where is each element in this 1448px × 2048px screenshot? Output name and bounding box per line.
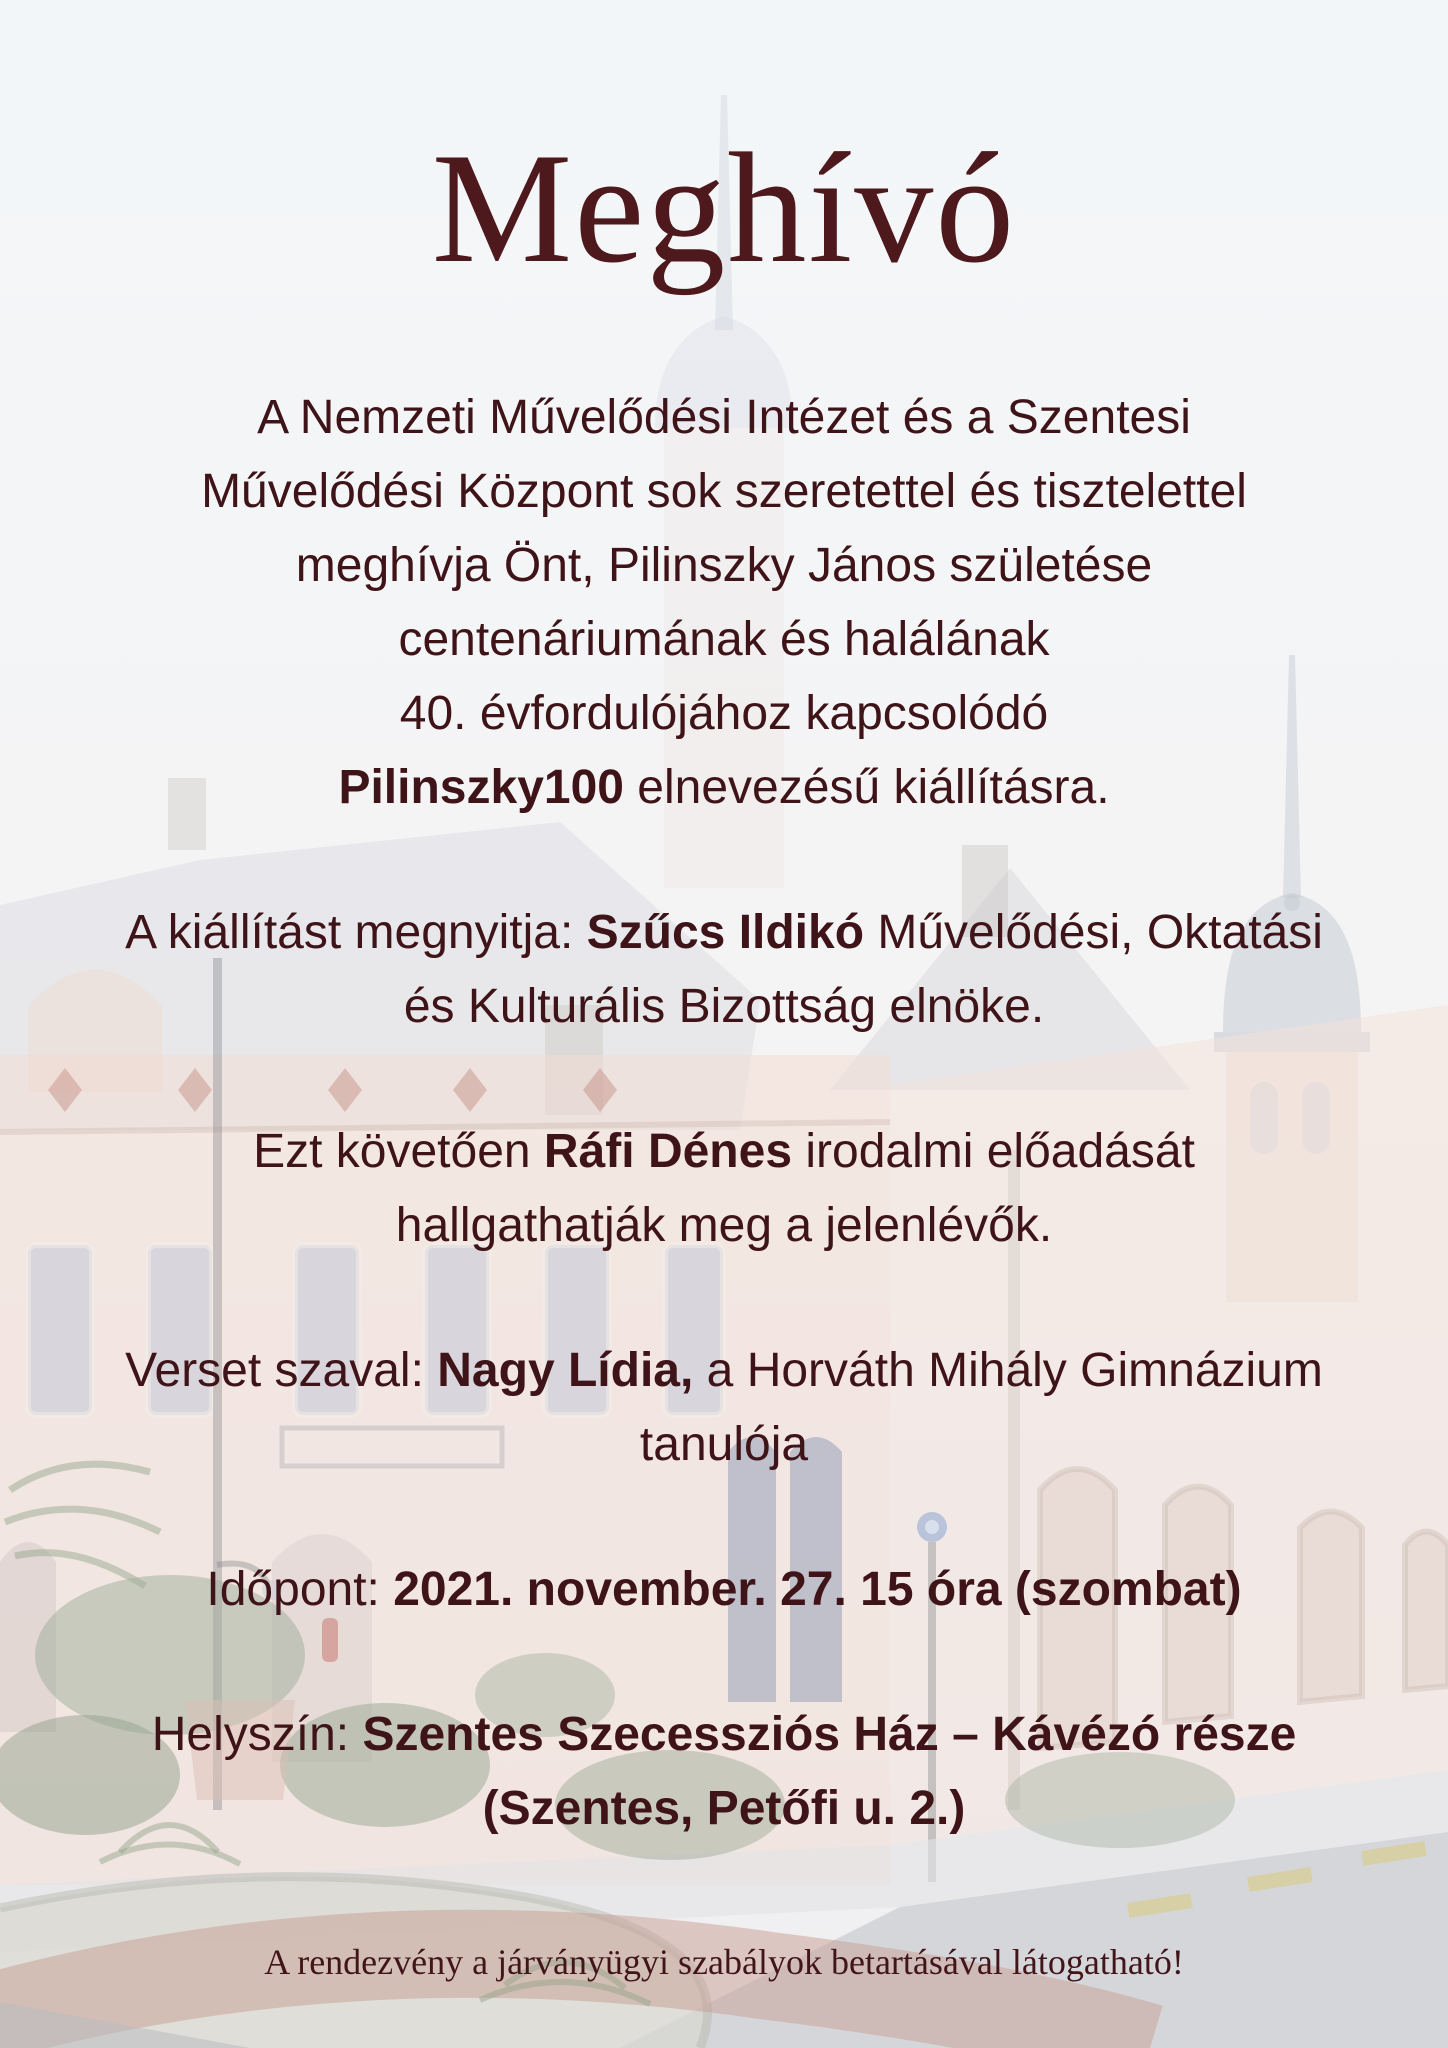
paragraph-poem-recital [0, 1334, 1448, 1482]
text-segment: Pilinszky100 [338, 761, 624, 814]
text-line [0, 455, 1448, 529]
text-line [0, 677, 1448, 751]
text-segment: Időpont: [206, 1563, 394, 1616]
text-segment: 2021. november. 27. 15 óra (szombat) [393, 1563, 1242, 1616]
text-line [0, 1553, 1448, 1627]
text-segment: A kiállítást megnyitja: [125, 906, 587, 959]
text-segment: Művelődési Központ sok szeretettel és tisztelettel [201, 465, 1247, 518]
text-segment: hallgathatják meg a jelenlévők. [395, 1199, 1053, 1252]
page-title: Meghívó [431, 121, 1017, 296]
text-segment: Művelődési, Oktatási [864, 906, 1323, 959]
text-segment: 40. évfordulójához kapcsolódó [399, 687, 1049, 740]
paragraph-date [0, 1553, 1448, 1627]
text-line [0, 1115, 1448, 1189]
text-line [0, 1334, 1448, 1408]
text-segment: tanulója [639, 1418, 809, 1471]
text-segment: elnevezésű kiállításra. [623, 761, 1110, 814]
text-line [0, 1408, 1448, 1482]
text-line [0, 603, 1448, 677]
text-segment: Ezt követően [253, 1125, 544, 1178]
text-segment: A Nemzeti Művelődési Intézet és a Szentesi [257, 391, 1191, 444]
text-segment: Szűcs Ildikó [586, 906, 865, 959]
text-line [0, 751, 1448, 825]
covid-rules-notice: A rendezvény a járványügyi szabályok betartásával látogatható! [264, 1942, 1184, 1982]
invitation-body [0, 381, 1448, 1846]
text-segment: (Szentes, Petőfi u. 2.) [482, 1782, 966, 1835]
text-segment: irodalmi előadását [792, 1125, 1195, 1178]
paragraph-literary-lecture [0, 1115, 1448, 1263]
text-segment: centenáriumának és halálának [398, 613, 1050, 666]
paragraph-venue [0, 1698, 1448, 1846]
text-line [0, 896, 1448, 970]
text-segment: meghívja Önt, Pilinszky János születése [295, 539, 1153, 592]
text-segment: és Kulturális Bizottság elnöke. [403, 980, 1045, 1033]
text-line [0, 381, 1448, 455]
text-line [0, 1698, 1448, 1772]
paragraph-intro [0, 381, 1448, 825]
text-segment: Verset szaval: [125, 1344, 438, 1397]
text-segment: Ráfi Dénes [543, 1125, 793, 1178]
text-line [0, 529, 1448, 603]
text-segment: Helyszín: [151, 1708, 363, 1761]
text-line [0, 970, 1448, 1044]
text-segment: Nagy Lídia, [437, 1344, 694, 1397]
text-segment: a Horváth Mihály Gimnázium [693, 1344, 1323, 1397]
paragraph-opening [0, 896, 1448, 1044]
text-segment: Szentes Szecessziós Ház – Kávézó része [362, 1708, 1297, 1761]
text-line [0, 1189, 1448, 1263]
text-line [0, 1772, 1448, 1846]
